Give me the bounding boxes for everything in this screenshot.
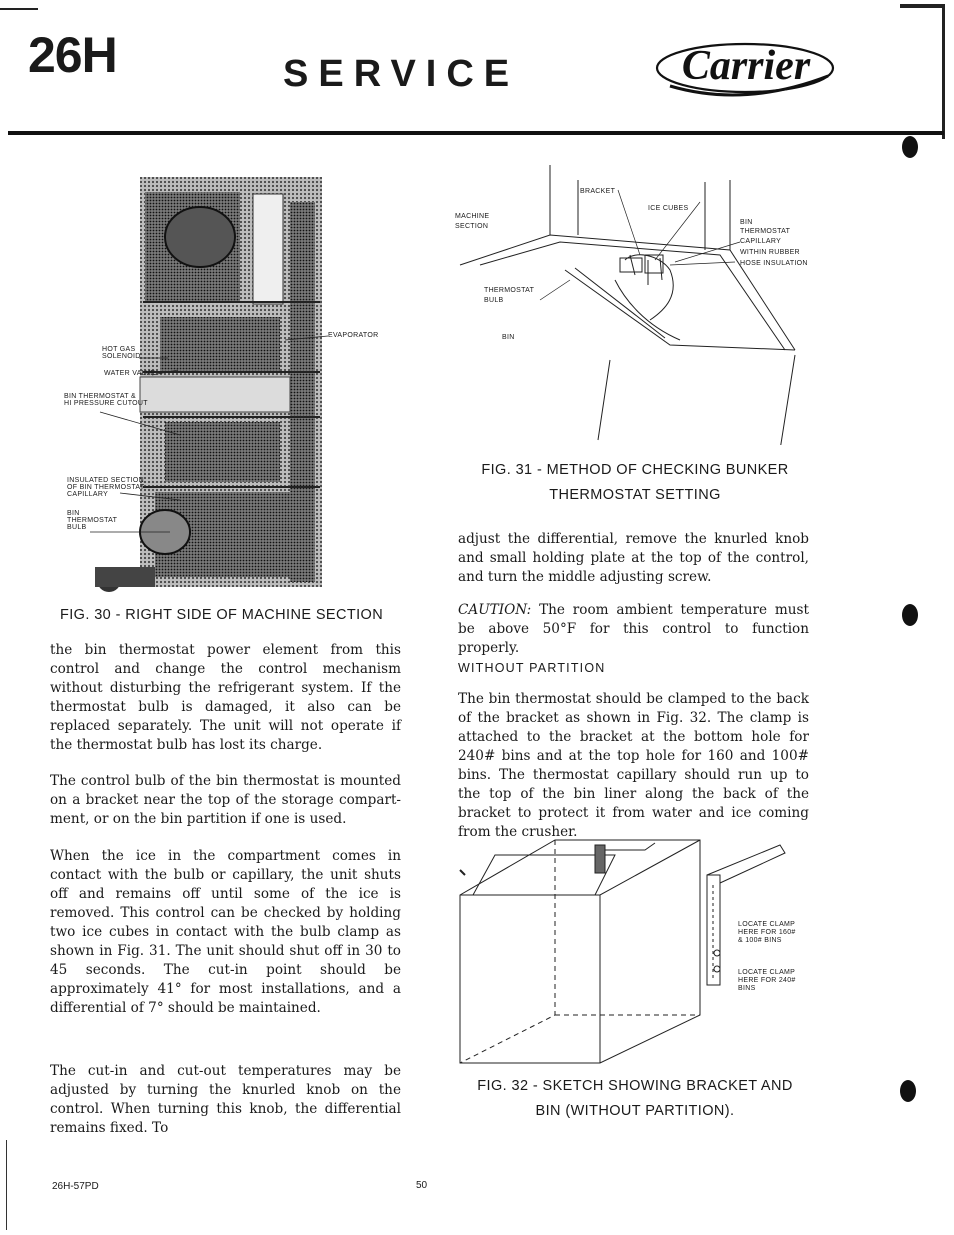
document-code: 26H-57PD [52, 1181, 99, 1192]
left-paragraph-4: The cut-in and cut-out temperatures may be adjusted by turning the knurled knob on the control. When turning this knob, the differential remains fixed. To [50, 1063, 401, 1136]
binder-hole-mark [902, 136, 918, 158]
fig30-label-hotgas-1: HOT GAS [102, 346, 136, 353]
caution-label: CAUTION: [458, 602, 532, 618]
fig30-label-insulated-3: CAPILLARY [67, 491, 109, 498]
fig32-caption-line-2: BIN (WITHOUT PARTITION). [535, 1103, 735, 1119]
header-rule [8, 131, 944, 135]
top-left-rule [0, 8, 38, 10]
fig32-label-locate1-3: & 100# BINS [738, 937, 782, 944]
fig30-caption: FIG. 30 - RIGHT SIDE OF MACHINE SECTION [60, 607, 384, 623]
fig30-label-hotgas-2: SOLENOID [102, 353, 141, 360]
right-paragraph-2: The bin thermostat should be clamped to the back of the bracket as shown in Fig. 32. The clamp is attached to the bracket at the bottom hole for 240# bins and at the top hole for 160 and 100# bins. The thermostat capillary should run up to the top of the bin liner along the back of the bracket to protect it from water and ice coming from the crusher. [458, 691, 809, 840]
fig31-label-ice-cubes: ICE CUBES [648, 205, 689, 212]
binder-hole-mark [902, 604, 918, 626]
fig30-label-binthermo-1: BIN THERMOSTAT & [64, 393, 136, 400]
fig30-label-bulb-3: BULB [67, 524, 87, 531]
fig31-label-thermostat: THERMOSTAT [740, 228, 791, 235]
caution-text: The room ambient temperature must be above 50°F for this control to function properly. [458, 602, 809, 656]
fig31-caption [460, 458, 810, 508]
fig31-label-thermostat-bulb-1: THERMOSTAT [484, 287, 535, 294]
fig31-label-thermostat-bulb-2: BULB [484, 297, 504, 304]
page-title: SERVICE [283, 53, 520, 95]
fig31-label-within-rubber: WITHIN RUBBER [740, 249, 800, 256]
fig32-label-locate1-1: LOCATE CLAMP [738, 921, 796, 928]
fig31-drawing [450, 160, 810, 445]
fig30-label-bulb-2: THERMOSTAT [67, 517, 118, 524]
fig30-label-water-valve: WATER VALVE [104, 370, 156, 377]
fig31-label-hose-insulation: HOSE INSULATION [740, 260, 808, 267]
fig32-drawing [455, 835, 795, 1070]
fig31-label-bin: BIN [740, 219, 753, 226]
fig30-label-bulb-1: BIN [67, 510, 80, 517]
model-number: 26H [28, 27, 117, 83]
fig32-label-locate2-2: HERE FOR 240# [738, 977, 796, 984]
top-right-rule [900, 4, 944, 8]
fig31-label-bracket: BRACKET [580, 188, 616, 195]
carrier-logo [650, 38, 840, 100]
svg-text:Carrier: Carrier [681, 43, 811, 89]
fig30-label-insulated-1: INSULATED SECTION [67, 477, 144, 484]
left-paragraph-3: When the ice in the compartment comes in contact with the bulb or capillary, the unit shuts off and remains off until some of the ice is removed. This control can be checked by holding two ice cubes in contact with the bulb clamp as shown in Fig. 31. The unit should shut off in 30 to 45 seconds. The cut-in point should be approximately 41° for most installations, and a differential of 7° should be maintained. [50, 848, 401, 1016]
fig31-label-machine: MACHINE [455, 213, 490, 220]
fig31-label-section: SECTION [455, 223, 489, 230]
fig31-caption-line-1: FIG. 31 - METHOD OF CHECKING BUNKER [481, 462, 789, 478]
fig31-label-capillary: CAPILLARY [740, 238, 782, 245]
right-paragraph-1: adjust the differential, remove the knurled knob and small holding plate at the top of the control, and turn the middle adjusting screw. [458, 531, 809, 585]
fig32-label-locate2-3: BINS [738, 985, 756, 992]
right-edge-rule [942, 4, 945, 139]
fig31-caption-line-2: THERMOSTAT SETTING [549, 487, 721, 503]
fig31-label-bin-bottom: BIN [502, 334, 515, 341]
page-number: 50 [416, 1180, 428, 1191]
fig30-leader-lines [60, 330, 340, 540]
left-margin-line [6, 1140, 7, 1230]
fig30-label-evaporator: EVAPORATOR [328, 332, 379, 339]
fig32-caption [460, 1074, 810, 1124]
left-paragraph-2: The control bulb of the bin thermostat is mounted on a bracket near the top of the storage compart-ment, or on the bin partition if one is used. [50, 773, 401, 827]
left-paragraph-1: the bin thermostat power element from this control and change the control mechanism without disturbing the refrigerant system. If the thermostat bulb is damaged, it also can be replaced separately. The unit will not operate if the thermostat bulb has lost its charge. [50, 642, 401, 753]
binder-hole-mark [900, 1080, 916, 1102]
fig32-label-locate1-2: HERE FOR 160# [738, 929, 796, 936]
fig32-label-locate2-1: LOCATE CLAMP [738, 969, 796, 976]
caution-paragraph [458, 601, 809, 658]
section-heading: WITHOUT PARTITION [458, 661, 606, 675]
fig30-label-insulated-2: OF BIN THERMOSTAT [67, 484, 145, 491]
fig32-caption-line-1: FIG. 32 - SKETCH SHOWING BRACKET AND [477, 1078, 793, 1094]
fig30-label-binthermo-2: HI PRESSURE CUTOUT [64, 400, 148, 407]
